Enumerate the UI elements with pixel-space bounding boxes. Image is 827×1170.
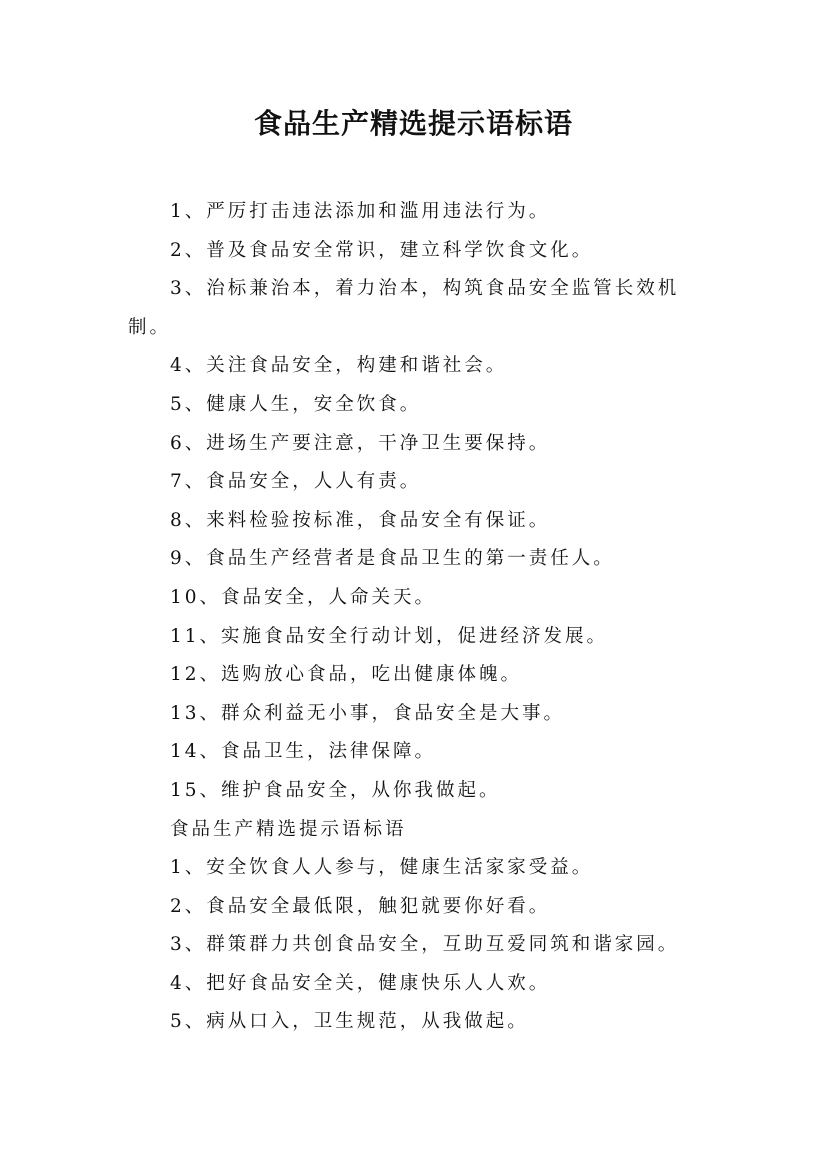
paragraph: 15、维护食品安全，从你我做起。 bbox=[170, 779, 501, 801]
paragraph: 3、群策群力共创食品安全，互助互爱同筑和谐家园。 bbox=[170, 934, 680, 956]
paragraph: 2、普及食品安全常识，建立科学饮食文化。 bbox=[170, 239, 594, 261]
section-heading: 食品生产精选提示语标语 bbox=[170, 818, 407, 840]
paragraph: 2、食品安全最低限，触犯就要你好看。 bbox=[170, 895, 551, 917]
paragraph: 7、食品安全，人人有责。 bbox=[170, 471, 422, 493]
paragraph: 5、病从口入，卫生规范，从我做起。 bbox=[170, 1011, 529, 1033]
paragraph: 1、安全饮食人人参与，健康生活家家受益。 bbox=[170, 857, 594, 879]
document-title: 食品生产精选提示语标语 bbox=[253, 107, 573, 140]
paragraph: 12、选购放心食品，吃出健康体魄。 bbox=[170, 664, 523, 686]
paragraph: 4、关注食品安全，构建和谐社会。 bbox=[170, 355, 508, 377]
paragraph: 8、来料检验按标准，食品安全有保证。 bbox=[170, 509, 551, 531]
paragraph: 14、食品卫生，法律保障。 bbox=[170, 741, 437, 763]
paragraph: 1、严厉打击违法添加和滥用违法行为。 bbox=[170, 201, 551, 222]
paragraph: 10、食品安全，人命关天。 bbox=[170, 586, 437, 608]
paragraph: 6、进场生产要注意，干净卫生要保持。 bbox=[170, 432, 551, 454]
document-body bbox=[128, 193, 708, 1042]
paragraph: 9、食品生产经营者是食品卫生的第一责任人。 bbox=[170, 548, 615, 570]
paragraph: 13、群众利益无小事，食品安全是大事。 bbox=[170, 702, 566, 724]
paragraph: 5、健康人生，安全饮食。 bbox=[170, 393, 422, 415]
paragraph: 3、治标兼治本，着力治本，构筑食品安全监管长效机制。 bbox=[128, 278, 680, 338]
paragraph: 11、实施食品安全行动计划，促进经济发展。 bbox=[170, 625, 609, 647]
paragraph: 4、把好食品安全关，健康快乐人人欢。 bbox=[170, 972, 551, 994]
